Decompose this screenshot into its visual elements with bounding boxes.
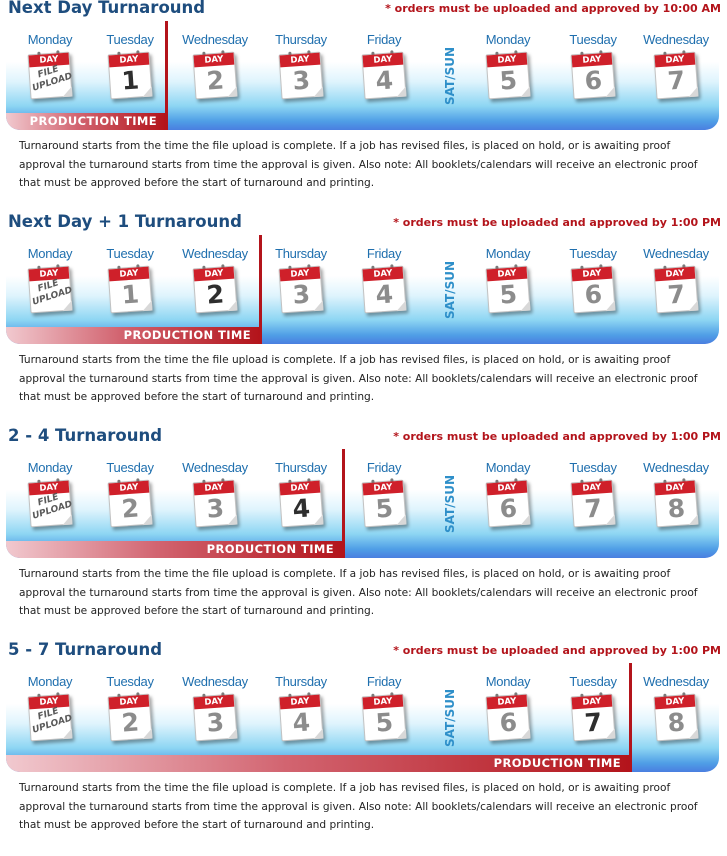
- day-name: Tuesday: [106, 32, 154, 47]
- day-number: 7: [666, 65, 687, 96]
- day-name: Monday: [485, 32, 531, 47]
- calendar-icon: DAY 8: [653, 694, 698, 742]
- day-name: Thursday: [275, 246, 327, 261]
- calendar-icon: DAY 6: [570, 52, 615, 100]
- turnaround-section-2-4: [0, 428, 727, 642]
- day-friday: [341, 246, 427, 312]
- day-name: Monday: [485, 246, 531, 261]
- weekend-marker: [438, 46, 462, 106]
- day-monday: [7, 460, 93, 526]
- day-monday-next: [465, 674, 551, 740]
- day-name: Friday: [366, 32, 402, 47]
- production-time-label: PRODUCTION TIME: [493, 756, 621, 770]
- calendar-icon: DAY 4: [361, 266, 406, 314]
- weekend-label: SAT/SUN: [443, 475, 457, 533]
- day-number: 6: [498, 493, 519, 524]
- day-monday-next: [465, 246, 551, 312]
- calendar-icon: DAY 6: [570, 266, 615, 314]
- section-title: Next Day Turnaround: [8, 0, 206, 17]
- turnaround-section-5-7: [0, 642, 727, 856]
- day-number: 6: [498, 707, 519, 738]
- day-tuesday-next: [550, 674, 636, 740]
- production-time-label: PRODUCTION TIME: [206, 542, 334, 556]
- calendar-icon: DAY 3: [192, 480, 237, 528]
- day-name: Monday: [27, 460, 73, 475]
- day-number: 3: [205, 707, 226, 738]
- section-title: 2 - 4 Turnaround: [8, 426, 163, 445]
- weekend-label: SAT/SUN: [443, 47, 457, 105]
- calendar-icon: DAY 7: [653, 266, 698, 314]
- day-name: Wednesday: [643, 32, 709, 47]
- day-name: Tuesday: [569, 674, 617, 689]
- cutoff-notice: * orders must be uploaded and approved by 1:00 PM: [393, 644, 721, 657]
- turnaround-timeline: [6, 20, 719, 130]
- production-time-label: PRODUCTION TIME: [123, 328, 251, 342]
- calendar-icon: DAY 5: [361, 480, 406, 528]
- file-upload-label: FILE UPLOAD: [31, 278, 74, 308]
- day-name: Thursday: [275, 460, 327, 475]
- day-friday: [341, 460, 427, 526]
- day-number: 6: [583, 279, 604, 310]
- day-name: Thursday: [275, 32, 327, 47]
- day-number: 1: [120, 279, 141, 310]
- calendar-icon: DAY 5: [485, 266, 530, 314]
- day-wednesday-next: [633, 32, 719, 98]
- day-number: 3: [205, 493, 226, 524]
- file-upload-label: FILE UPLOAD: [31, 64, 74, 94]
- day-number: 4: [374, 279, 395, 310]
- day-number: 3: [291, 65, 312, 96]
- day-number: 5: [374, 707, 395, 738]
- calendar-icon: DAY 2: [192, 266, 237, 314]
- day-name: Tuesday: [106, 460, 154, 475]
- day-name: Friday: [366, 460, 402, 475]
- day-thursday: [258, 460, 344, 526]
- day-number: 7: [583, 707, 604, 738]
- day-monday-next: [465, 32, 551, 98]
- day-wednesday-next: [633, 674, 719, 740]
- calendar-icon: DAY FILE UPLOAD: [27, 480, 72, 528]
- day-wednesday: [172, 674, 258, 740]
- production-time-bar: [6, 113, 165, 130]
- day-name: Tuesday: [569, 460, 617, 475]
- turnaround-note: Turnaround starts from the time the file upload is complete. If a job has revised files, is placed on hold, or is awaiting proof approval the turnaround starts from time the approval is given. Also note: All booklets/calendars will receive an electronic proof that must be approved before the start of turnaround and printing.: [19, 140, 698, 189]
- day-number: 5: [498, 65, 519, 96]
- turnaround-timeline: [6, 662, 719, 772]
- day-thursday: [258, 32, 344, 98]
- day-number: 2: [205, 279, 226, 310]
- day-friday: [341, 32, 427, 98]
- day-tuesday-next: [550, 32, 636, 98]
- day-number: 3: [291, 279, 312, 310]
- calendar-icon: DAY 4: [278, 694, 323, 742]
- day-name: Wednesday: [182, 674, 248, 689]
- calendar-icon: DAY 5: [361, 694, 406, 742]
- weekend-label: SAT/SUN: [443, 689, 457, 747]
- file-upload-label: FILE UPLOAD: [31, 706, 74, 736]
- day-name: Tuesday: [569, 246, 617, 261]
- section-title: 5 - 7 Turnaround: [8, 640, 163, 659]
- calendar-icon: DAY 7: [570, 480, 615, 528]
- production-time-bar: [6, 541, 342, 558]
- calendar-icon: DAY 1: [107, 266, 152, 314]
- weekend-marker: [438, 688, 462, 748]
- calendar-icon: DAY 3: [278, 266, 323, 314]
- turnaround-section-next-day: [0, 0, 727, 214]
- day-wednesday: [172, 32, 258, 98]
- day-name: Friday: [366, 674, 402, 689]
- weekend-marker: [438, 474, 462, 534]
- calendar-icon: DAY 3: [192, 694, 237, 742]
- production-time-label: PRODUCTION TIME: [29, 114, 157, 128]
- day-wednesday-next: [633, 246, 719, 312]
- day-name: Thursday: [275, 674, 327, 689]
- production-time-bar: [6, 755, 629, 772]
- day-wednesday: [172, 460, 258, 526]
- day-number: 7: [583, 493, 604, 524]
- day-name: Tuesday: [106, 246, 154, 261]
- day-number: 1: [120, 65, 141, 96]
- day-number: 5: [498, 279, 519, 310]
- day-name: Friday: [366, 246, 402, 261]
- calendar-icon: DAY 7: [653, 52, 698, 100]
- calendar-icon: DAY 6: [485, 480, 530, 528]
- day-name: Wednesday: [182, 246, 248, 261]
- day-friday: [341, 674, 427, 740]
- cutoff-notice: * orders must be uploaded and approved by 1:00 PM: [393, 216, 721, 229]
- day-name: Monday: [485, 460, 531, 475]
- day-number: 4: [374, 65, 395, 96]
- calendar-icon: DAY 4: [278, 480, 323, 528]
- day-number: 4: [291, 493, 312, 524]
- day-name: Monday: [485, 674, 531, 689]
- day-number: 7: [666, 279, 687, 310]
- day-name: Tuesday: [569, 32, 617, 47]
- turnaround-note: Turnaround starts from the time the file upload is complete. If a job has revised files, is placed on hold, or is awaiting proof approval the turnaround starts from time the approval is given. Also note: All booklets/calendars will receive an electronic proof that must be approved before the start of turnaround and printing.: [19, 354, 698, 403]
- day-thursday: [258, 674, 344, 740]
- day-number: 2: [120, 707, 141, 738]
- day-name: Wednesday: [182, 460, 248, 475]
- calendar-icon: DAY FILE UPLOAD: [27, 694, 72, 742]
- day-name: Wednesday: [182, 32, 248, 47]
- day-name: Monday: [27, 674, 73, 689]
- section-title: Next Day + 1 Turnaround: [8, 212, 242, 231]
- calendar-icon: DAY 2: [107, 694, 152, 742]
- calendar-icon: DAY 7: [570, 694, 615, 742]
- day-tuesday: [87, 460, 173, 526]
- file-upload-label: FILE UPLOAD: [31, 492, 74, 522]
- day-name: Wednesday: [643, 246, 709, 261]
- day-monday: [7, 246, 93, 312]
- day-name: Monday: [27, 32, 73, 47]
- day-name: Tuesday: [106, 674, 154, 689]
- day-monday: [7, 32, 93, 98]
- turnaround-timeline: [6, 234, 719, 344]
- day-monday-next: [465, 460, 551, 526]
- day-tuesday: [87, 246, 173, 312]
- calendar-icon: DAY 8: [653, 480, 698, 528]
- day-number: 5: [374, 493, 395, 524]
- day-wednesday-next: [633, 460, 719, 526]
- day-number: 2: [205, 65, 226, 96]
- day-tuesday: [87, 32, 173, 98]
- day-number: 8: [666, 493, 687, 524]
- cutoff-notice: * orders must be uploaded and approved by 1:00 PM: [393, 430, 721, 443]
- weekend-marker: [438, 260, 462, 320]
- day-thursday: [258, 246, 344, 312]
- weekend-label: SAT/SUN: [443, 261, 457, 319]
- turnaround-timeline: [6, 448, 719, 558]
- calendar-icon: DAY FILE UPLOAD: [27, 266, 72, 314]
- calendar-icon: DAY 1: [107, 52, 152, 100]
- day-name: Monday: [27, 246, 73, 261]
- day-tuesday-next: [550, 460, 636, 526]
- calendar-icon: DAY FILE UPLOAD: [27, 52, 72, 100]
- day-tuesday: [87, 674, 173, 740]
- day-number: 2: [120, 493, 141, 524]
- cutoff-notice: * orders must be uploaded and approved by 10:00 AM: [385, 2, 721, 15]
- day-name: Wednesday: [643, 460, 709, 475]
- day-monday: [7, 674, 93, 740]
- day-number: 8: [666, 707, 687, 738]
- production-time-bar: [6, 327, 259, 344]
- day-tuesday-next: [550, 246, 636, 312]
- calendar-icon: DAY 5: [485, 52, 530, 100]
- day-number: 6: [583, 65, 604, 96]
- calendar-icon: DAY 4: [361, 52, 406, 100]
- calendar-icon: DAY 2: [107, 480, 152, 528]
- calendar-icon: DAY 3: [278, 52, 323, 100]
- turnaround-note: Turnaround starts from the time the file upload is complete. If a job has revised files, is placed on hold, or is awaiting proof approval the turnaround starts from time the approval is given. Also note: All booklets/calendars will receive an electronic proof that must be approved before the start of turnaround and printing.: [19, 568, 698, 617]
- turnaround-note: Turnaround starts from the time the file upload is complete. If a job has revised files, is placed on hold, or is awaiting proof approval the turnaround starts from time the approval is given. Also note: All booklets/calendars will receive an electronic proof that must be approved before the start of turnaround and printing.: [19, 782, 698, 831]
- day-name: Wednesday: [643, 674, 709, 689]
- day-number: 4: [291, 707, 312, 738]
- day-wednesday: [172, 246, 258, 312]
- turnaround-section-next-day-plus-1: [0, 214, 727, 428]
- calendar-icon: DAY 2: [192, 52, 237, 100]
- calendar-icon: DAY 6: [485, 694, 530, 742]
